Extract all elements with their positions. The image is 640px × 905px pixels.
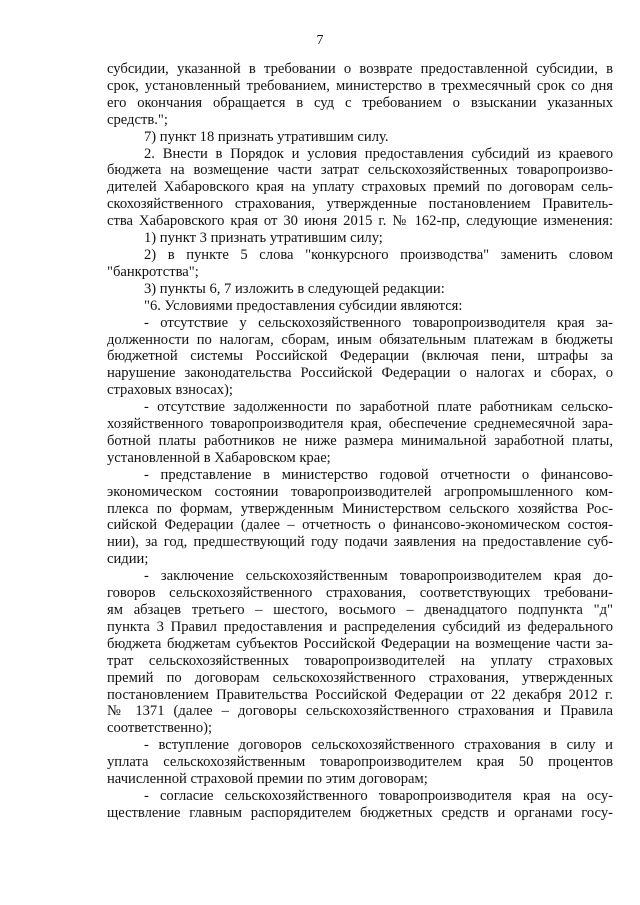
text-line: его окончания обращается в суд с требованием о взыскании указанных xyxy=(107,94,613,111)
text-line: - отсутствие у сельскохозяйственного товаропроизводителя края за- xyxy=(144,314,613,331)
text-line: - представление в министерство годовой отчетности о финансово- xyxy=(144,466,613,483)
text-line: ботной платы работников не ниже размера минимальной заработной платы, xyxy=(107,432,613,449)
text-line: трат сельскохозяйственных товаропроизводителей на уплату страховых xyxy=(107,652,613,669)
text-line: срок, установленный требованием, министерство в трехмесячный срок со дня xyxy=(107,77,613,94)
text-line: нарушение законодательства Российской Федерации о налогах и сборах, о xyxy=(107,365,613,382)
text-line: - отсутствие задолженности по заработной плате работникам сельско- xyxy=(144,399,613,416)
text-line: бюджета бюджетам субъектов Российской Федерации на возмещение части за- xyxy=(107,635,613,652)
text-line: начисленной страховой премии по этим договорам; xyxy=(107,771,428,788)
text-line: субсидии, указанной в требовании о возврате предоставленной субсидии, в xyxy=(107,61,613,77)
text-line: - согласие сельскохозяйственного товаропроизводителя края на осу- xyxy=(144,787,613,804)
text-line: уплата сельскохозяйственным товаропроизводителем края 50 процентов xyxy=(107,754,613,771)
text-line: бюджетной системы Российской Федерации (включая пени, штрафы за xyxy=(107,348,613,365)
text-line: 3) пункты 6, 7 изложить в следующей редакции: xyxy=(144,280,445,297)
text-line: средств."; xyxy=(107,111,168,128)
text-line: нии), за год, предшествующий году подачи заявления на предоставление суб- xyxy=(107,534,613,551)
text-line: пункта 3 Правил предоставления и распределения субсидий из федерального xyxy=(107,618,613,635)
page-number: 7 xyxy=(316,33,324,48)
text-line: 2. Внести в Порядок и условия предоставления субсидий из краевого xyxy=(144,145,613,162)
text-line: ществление главным распорядителем бюджетных средств и органами госу- xyxy=(107,804,613,821)
text-line: долженности по налогам, сборам, иным обязательным платежам в бюджеты xyxy=(107,331,613,348)
text-line: плекса по формам, утвержденным Министерством сельского хозяйства Рос- xyxy=(107,500,613,517)
text-line: 7) пункт 18 признать утратившим силу. xyxy=(144,128,389,145)
text-line: страховых взносах); xyxy=(107,382,233,399)
text-line: дителей Хабаровского края на уплату страховых премий по договорам сель- xyxy=(107,179,613,196)
text-line: бюджета на возмещение части затрат сельскохозяйственных товаропроизво- xyxy=(107,162,613,179)
text-line: скохозяйственного страхования, утвержденные постановлением Правитель- xyxy=(107,196,613,213)
text-line: премий по договорам сельскохозяйственного страхования, утвержденных xyxy=(107,669,613,686)
text-line: хозяйственного товаропроизводителя края, обеспечение среднемесячной зара- xyxy=(107,416,613,433)
text-line: постановлением Правительства Российской Федерации от 22 декабря 2012 г. xyxy=(107,686,613,703)
text-line: сидии; xyxy=(107,551,149,568)
text-line: 2) в пункте 5 слова "конкурсного производства" заменить словом xyxy=(144,246,613,263)
text-line: говоров сельскохозяйственного страхования, соответствующих требовани- xyxy=(107,585,613,602)
text-line: ям абзацев третьего – шестого, восьмого – двенадцатого подпункта "д" xyxy=(107,602,613,618)
document-body xyxy=(107,61,613,822)
text-line: сийской Федерации (далее – отчетность о финансово-экономическом состоя- xyxy=(107,517,613,534)
text-line: ства Хабаровского края от 30 июня 2015 г. № 162-пр, следующие изменения: xyxy=(107,213,613,230)
text-line: "6. Условиями предоставления субсидии являются: xyxy=(144,297,463,314)
text-line: № 1371 (далее – договоры сельскохозяйственного страхования и Правила xyxy=(107,703,613,720)
text-line: 1) пункт 3 признать утратившим силу; xyxy=(144,230,383,247)
text-line: установленной в Хабаровском крае; xyxy=(107,449,331,466)
text-line: - заключение сельскохозяйственным товаропроизводителем края до- xyxy=(144,568,613,585)
text-line: - вступление договоров сельскохозяйственного страхования в силу и xyxy=(144,737,613,754)
text-line: соответственно); xyxy=(107,720,213,737)
text-line: экономическом состоянии товаропроизводителей агропромышленного ком- xyxy=(107,483,613,500)
text-line: "банкротства"; xyxy=(107,263,199,280)
